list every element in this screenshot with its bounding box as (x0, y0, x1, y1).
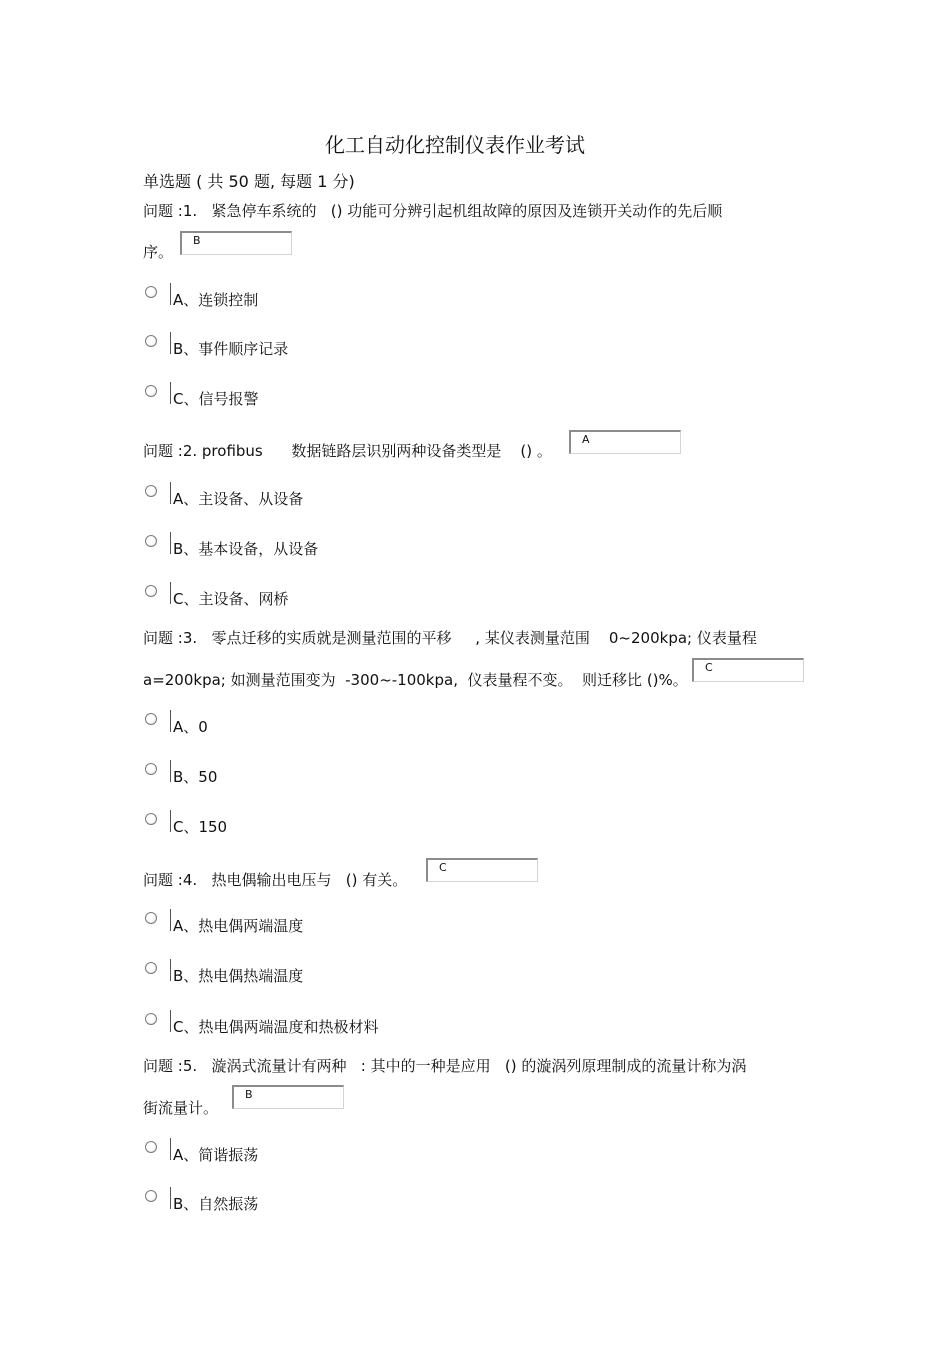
question-1-text: 问题 :1. 紧急停车系统的 () 功能可分辨引起机组故障的原因及连锁开关动作的先后顺 (143, 202, 723, 220)
q3-option-a-label: A、0 (173, 718, 208, 736)
option-divider (170, 1138, 171, 1160)
q1-option-c-label: C、信号报警 (173, 390, 259, 408)
q4-option-b-label: B、热电偶热端温度 (173, 967, 304, 985)
option-divider (170, 760, 171, 782)
section-heading: 单选题 ( 共 50 题, 每题 1 分) (143, 172, 355, 191)
q2-option-c-label: C、主设备、网桥 (173, 590, 289, 608)
q5-option-b-radio[interactable] (145, 1190, 157, 1202)
question-4-text: 问题 :4. 热电偶输出电压与 () 有关。 (143, 871, 408, 889)
question-2-answer-field[interactable]: A (569, 430, 681, 454)
option-divider (170, 332, 171, 354)
q2-option-a-radio[interactable] (145, 485, 157, 497)
question-5-text: 问题 :5. 漩涡式流量计有两种 : 其中的一种是应用 () 的漩涡列原理制成的流量计称为涡 (143, 1057, 747, 1075)
q3-option-b-label: B、50 (173, 768, 218, 786)
q4-option-c-radio[interactable] (145, 1013, 157, 1025)
q3-option-c-radio[interactable] (145, 813, 157, 825)
option-divider (170, 710, 171, 732)
q5-option-a-label: A、简谐振荡 (173, 1146, 259, 1164)
q1-option-a-label: A、连锁控制 (173, 291, 259, 309)
q2-option-a-label: A、主设备、从设备 (173, 490, 304, 508)
option-divider (170, 1010, 171, 1032)
option-divider (170, 382, 171, 404)
page-title: 化工自动化控制仪表作业考试 (325, 133, 585, 157)
q1-option-b-radio[interactable] (145, 335, 157, 347)
question-5-answer-field[interactable]: B (232, 1085, 344, 1109)
q4-option-a-radio[interactable] (145, 912, 157, 924)
option-divider (170, 582, 171, 604)
q4-option-c-label: C、热电偶两端温度和热极材料 (173, 1018, 379, 1036)
question-1-text-cont: 序。 (143, 243, 174, 261)
option-divider (170, 283, 171, 305)
q3-option-c-label: C、150 (173, 818, 228, 836)
question-3-text: 问题 :3. 零点迁移的实质就是测量范围的平移 , 某仪表测量范围 0~200kpa; 仪表量程 (143, 629, 757, 647)
q2-option-c-radio[interactable] (145, 585, 157, 597)
q2-option-b-label: B、基本设备，从设备 (173, 540, 319, 558)
q1-option-c-radio[interactable] (145, 385, 157, 397)
q3-option-a-radio[interactable] (145, 713, 157, 725)
q2-option-b-radio[interactable] (145, 535, 157, 547)
q1-option-b-label: B、事件顺序记录 (173, 340, 289, 358)
question-3-answer-field[interactable]: C (692, 658, 804, 682)
option-divider (170, 1187, 171, 1209)
question-1-answer-field[interactable]: B (180, 231, 292, 255)
option-divider (170, 909, 171, 931)
q4-option-a-label: A、热电偶两端温度 (173, 917, 304, 935)
question-4-answer-field[interactable]: C (426, 858, 538, 882)
question-3-text-cont: a=200kpa; 如测量范围变为 -300~-100kpa, 仪表量程不变。 则迁移比 ()%。 (143, 671, 688, 689)
question-2-text: 问题 :2. profibus 数据链路层识别两种设备类型是 () 。 (143, 442, 552, 460)
option-divider (170, 959, 171, 981)
option-divider (170, 532, 171, 554)
q5-option-b-label: B、自然振荡 (173, 1195, 259, 1213)
q1-option-a-radio[interactable] (145, 286, 157, 298)
q5-option-a-radio[interactable] (145, 1141, 157, 1153)
option-divider (170, 482, 171, 504)
question-5-text-cont: 街流量计。 (143, 1099, 219, 1117)
q3-option-b-radio[interactable] (145, 763, 157, 775)
option-divider (170, 810, 171, 832)
q4-option-b-radio[interactable] (145, 962, 157, 974)
